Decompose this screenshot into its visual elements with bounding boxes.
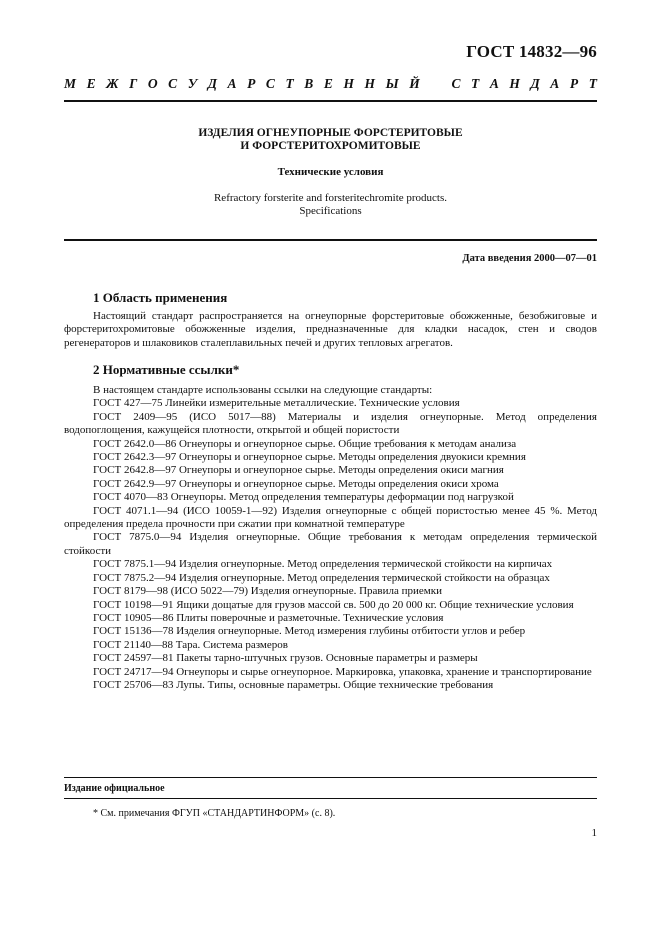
title-rule	[64, 239, 597, 241]
official-edition-label: Издание официальное	[64, 783, 165, 794]
reference-item: ГОСТ 15136—78 Изделия огнеупорные. Метод измерения глубины отбитости углов и ребер	[93, 625, 526, 638]
reference-item: ГОСТ 2409—95 (ИСО 5017—88) Материалы и изделия огнеупорные. Метод определения водопоглощения, кажущейся плотности, открытой и общей пористости	[64, 410, 597, 437]
references-intro: В настоящем стандарте использованы ссылки на следующие стандарты:	[93, 384, 433, 396]
document-subtitle: Технические условия	[277, 166, 384, 178]
section-2-heading: 2 Нормативные ссылки*	[93, 362, 240, 377]
reference-item: ГОСТ 2642.0—86 Огнеупоры и огнеупорное сырье. Общие требования к методам анализа	[93, 437, 517, 450]
english-title	[64, 192, 597, 218]
reference-item: ГОСТ 21140—88 Тара. Система размеров	[93, 638, 288, 651]
english-title-line-1: Refractory forsterite and forsteritechromite products.	[213, 192, 448, 204]
reference-item: ГОСТ 25706—83 Лупы. Типы, основные параметры. Общие технические требования	[93, 678, 494, 691]
reference-item: ГОСТ 7875.0—94 Изделия огнеупорные. Общие требования к методам определения термической стойкости	[64, 531, 597, 557]
reference-item: ГОСТ 2642.9—97 Огнеупоры и огнеупорное сырье. Методы определения окиси хрома	[93, 477, 499, 490]
header-rule	[64, 100, 597, 102]
english-title-line-2: Specifications	[299, 205, 362, 217]
section-1-body	[64, 310, 597, 350]
introduction-date: Дата введения 2000—07—01	[462, 253, 597, 264]
reference-item: ГОСТ 10905—86 Плиты поверочные и разметочные. Технические условия	[93, 611, 444, 624]
reference-item: ГОСТ 24597—81 Пакеты тарно-штучных грузов. Основные параметры и размеры	[93, 652, 478, 665]
footer-rule	[64, 777, 597, 778]
title-line-2: И ФОРСТЕРИТОХРОМИТОВЫЕ	[240, 140, 421, 152]
reference-item: ГОСТ 8179—98 (ИСО 5022—79) Изделия огнеупорные. Правила приемки	[93, 585, 442, 598]
section-1-heading: 1 Область применения	[93, 290, 228, 305]
reference-item: ГОСТ 7875.1—94 Изделия огнеупорные. Метод определения термической стойкости на кирпичах	[93, 558, 553, 571]
reference-item: ГОСТ 7875.2—94 Изделия огнеупорные. Метод определения термической стойкости на образцах	[93, 571, 550, 584]
gost-number: ГОСТ 14832—96	[466, 42, 597, 61]
title-line-1: ИЗДЕЛИЯ ОГНЕУПОРНЫЕ ФОРСТЕРИТОВЫЕ	[198, 127, 463, 139]
reference-item: ГОСТ 2642.8—97 Огнеупоры и огнеупорное сырье. Методы определения окиси магния	[93, 464, 504, 477]
section-1-paragraph: Настоящий стандарт распространяется на огнеупорные форстеритовые обожженные, безобжиговые и форстеритохромитовые обожженные изделия, предназначенные для кладки насадок, стен и сводов регенераторов и шлаковиков сталеплавильных печей и других тепловых агрегатов.	[64, 310, 597, 349]
footnote: * См. примечания ФГУП «СТАНДАРТИНФОРМ» (с. 8).	[93, 808, 336, 819]
reference-item: ГОСТ 427—75 Линейки измерительные металлические. Технические условия	[93, 397, 460, 410]
footnote-rule	[64, 798, 597, 799]
reference-item: ГОСТ 4071.1—94 (ИСО 10059-1—92) Изделия огнеупорные с общей пористостью менее 45 %. Метод определения предела прочности при сжатии при комнатной температуре	[64, 504, 597, 531]
page-number: 1	[591, 827, 597, 839]
reference-item: ГОСТ 4070—83 Огнеупоры. Метод определения температуры деформации под нагрузкой	[93, 491, 514, 504]
document-title	[64, 127, 597, 153]
normative-references	[64, 384, 597, 692]
reference-item: ГОСТ 24717—94 Огнеупоры и сырье огнеупорное. Маркировка, упаковка, хранение и транспортирование	[93, 665, 592, 678]
interstate-standard-banner: М Е Ж Г О С У Д А Р С Т В Е Н Н Ы Й С Т А Н Д А Р Т	[64, 76, 597, 91]
reference-item: ГОСТ 10198—91 Ящики дощатые для грузов массой св. 500 до 20 000 кг. Общие технические условия	[93, 598, 574, 611]
reference-item: ГОСТ 2642.3—97 Огнеупоры и огнеупорное сырье. Методы определения двуокиси кремния	[93, 451, 526, 464]
